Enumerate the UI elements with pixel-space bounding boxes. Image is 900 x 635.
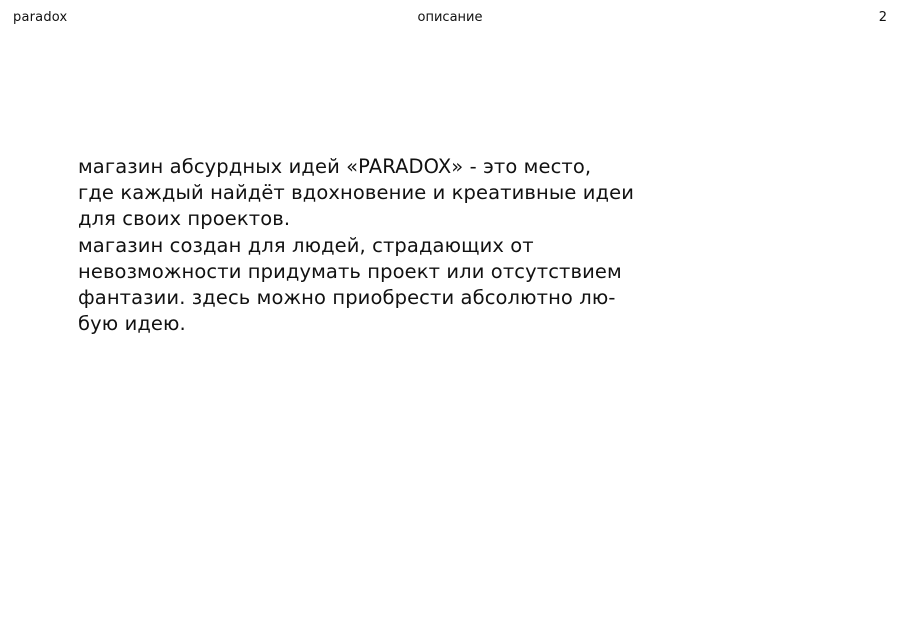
text-line: невозможности придумать проект или отсутствием: [78, 259, 622, 283]
text-line: магазин создан для людей, страдающих от: [78, 233, 534, 257]
text-line: где каждый найдёт вдохновение и креативные идеи: [78, 181, 634, 205]
text-line: магазин абсурдных идей «PARADOX» - это место,: [78, 155, 592, 178]
text-line: фантазии. здесь можно приобрести абсолютно лю-: [78, 286, 616, 310]
section-title: описание: [417, 10, 483, 25]
brand-label: paradox: [13, 10, 68, 25]
text-line: для своих проектов.: [78, 207, 291, 231]
page-number: 2: [878, 10, 887, 25]
description-paragraph: [78, 154, 678, 337]
text-line: бую идею.: [78, 312, 186, 336]
